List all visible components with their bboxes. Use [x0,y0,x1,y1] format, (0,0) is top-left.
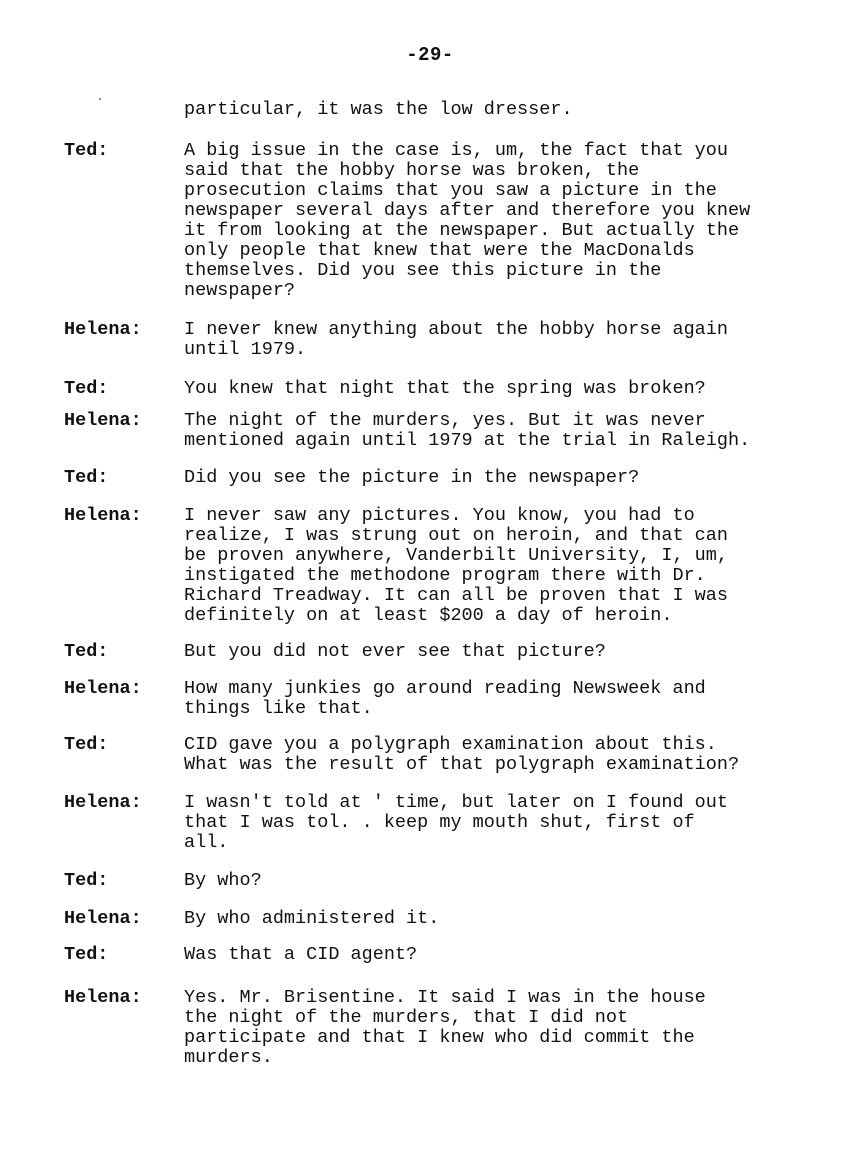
speech-text: The night of the murders, yes. But it was never mentioned again until 1979 at the trial in Raleigh. [184,410,751,451]
speaker-label: Ted: [64,378,109,399]
speaker-label: Ted: [64,467,109,488]
speaker-label: Helena: [64,987,142,1008]
speech-text: I wasn't told at ' time, but later on I found out that I was tol. . keep my mouth shut, first of all. [184,792,728,853]
speech-text: I never saw any pictures. You know, you had to realize, I was strung out on heroin, and that can be proven anywhere, Vanderbilt University, I, um, instigated the methodone program there with Dr. Richard Treadway. It can all be proven that I was definitely on at least $200 a day of heroin. [184,505,728,626]
speaker-label: Helena: [64,678,142,699]
transcript-entry [64,909,804,929]
transcript-entry [64,679,804,719]
transcript-entry [64,411,804,451]
speech-text: By who? [184,870,262,891]
transcript-entry [64,945,804,965]
page-number: -29- [406,44,454,66]
speaker-label: Ted: [64,944,109,965]
speaker-label: Ted: [64,734,109,755]
transcript-entry [64,379,804,399]
transcript-entry [64,468,804,488]
speaker-label: Ted: [64,140,109,161]
speaker-label: Helena: [64,908,142,929]
transcript [64,100,804,1068]
speech-text: CID gave you a polygraph examination about this. What was the result of that polygraph examination? [184,734,740,775]
transcript-entry [64,988,804,1068]
speaker-label: Helena: [64,410,142,431]
transcript-entry [64,100,804,120]
speaker-label: Ted: [64,641,109,662]
transcript-entry [64,793,804,853]
speech-text: Was that a CID agent? [184,944,418,965]
transcript-entry [64,871,804,891]
speech-text: Yes. Mr. Brisentine. It said I was in the house the night of the murders, that I did not participate and that I knew who did commit the murders. [184,987,706,1068]
speech-text: particular, it was the low dresser. [184,99,573,120]
speech-text: A big issue in the case is, um, the fact that you said that the hobby horse was broken, the prosecution claims that you saw a picture in the newspaper several days after and therefore you knew it from looking at the newspaper. But actually the only people that knew that were the MacDonalds themselves. Did you see this picture in the newspaper? [184,140,751,301]
transcript-entry [64,506,804,626]
speech-text: By who administered it. [184,908,440,929]
speaker-label: Helena: [64,319,142,340]
speech-text: How many junkies go around reading Newsweek and things like that. [184,678,706,719]
speech-text: Did you see the picture in the newspaper? [184,467,640,488]
transcript-entry [64,735,804,775]
speech-text: I never knew anything about the hobby horse again until 1979. [184,319,728,360]
speaker-label: Helena: [64,505,142,526]
transcript-entry [64,141,804,301]
transcript-entry [64,642,804,662]
speaker-label: Ted: [64,870,109,891]
speech-text: But you did not ever see that picture? [184,641,606,662]
transcript-entry [64,320,804,360]
speaker-label: Helena: [64,792,142,813]
speech-text: You knew that night that the spring was broken? [184,378,706,399]
